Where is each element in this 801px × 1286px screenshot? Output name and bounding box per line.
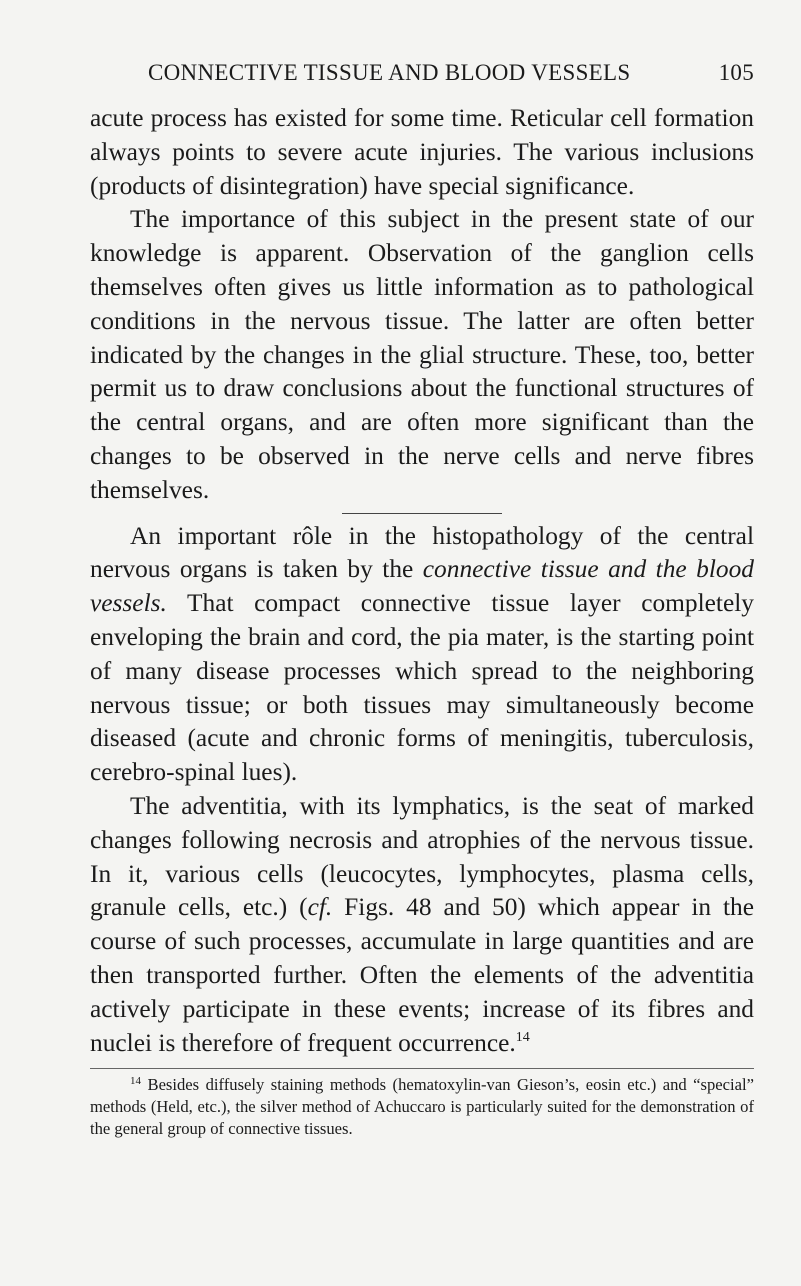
paragraph-4-text-b: Figs. 48 and 50) which appear in the course of such processes, accumulate in large quantities and are then transported further. Often the elements of the adventitia actively participate in these events; increase of its fibres and nuclei is therefore of frequent occurrence. — [90, 893, 754, 1057]
running-header — [148, 60, 754, 86]
footnote-reference: 14 — [515, 1029, 530, 1045]
paragraph-2: The importance of this subject in the present state of our knowledge is apparent. Observation of the ganglion cells themselves often gives us little information as to pathological conditions in the nervous tissue. The latter are often better indicated by the changes in the glial structure. These, too, better permit us to draw conclusions about the functional structures of the central organs, and are often more significant than the changes to be observed in the nerve cells and nerve fibres themselves. — [90, 205, 754, 504]
section-separator — [342, 513, 502, 514]
footnote-text: Besides diffusely staining methods (hematoxylin-van Gieson’s, eosin etc.) and “special” methods (Held, etc.), the silver method of Achuccaro is particularly suited for the demonstration of the general group of connective tissues. — [90, 1075, 754, 1138]
paragraph-4 — [90, 790, 754, 1060]
paragraph-3-text-a: An important rôle in the histopathology of the central nervous organs is taken by the — [90, 521, 754, 584]
footnote-rule — [90, 1068, 754, 1069]
paragraph-3 — [90, 520, 754, 790]
running-title: CONNECTIVE TISSUE AND BLOOD VESSELS — [148, 60, 631, 85]
footnote-paragraph — [90, 1074, 754, 1140]
footnote-marker: 14 — [130, 1075, 141, 1087]
paragraph-3-emphasis: connective tissue and the blood vessels. — [90, 555, 754, 618]
paragraph-4-cf: cf. — [307, 893, 333, 922]
footnote — [90, 1074, 754, 1140]
paragraph-1: acute process has existed for some time. Reticular cell formation always points to severe acute injuries. The various inclusions (products of disintegration) have special significance. — [90, 104, 754, 200]
paragraph-4-text-a: The adventitia, with its lymphatics, is the seat of marked changes following necrosis and atrophies of the nervous tissue. In it, various cells (leucocytes, lymphocytes, plasma cells, granule cells, etc.) ( — [90, 791, 754, 922]
page-number: 105 — [718, 60, 754, 85]
paragraph-3-text-b: That compact connective tissue layer completely enveloping the brain and cord, the pia mater, is the starting point of many disease processes which spread to the neighboring nervous tissue; or both tissues may simultaneously become diseased (acute and chronic forms of meningitis, tuberculosis, cerebro-spinal lues). — [90, 589, 754, 787]
main-text — [90, 102, 754, 1060]
